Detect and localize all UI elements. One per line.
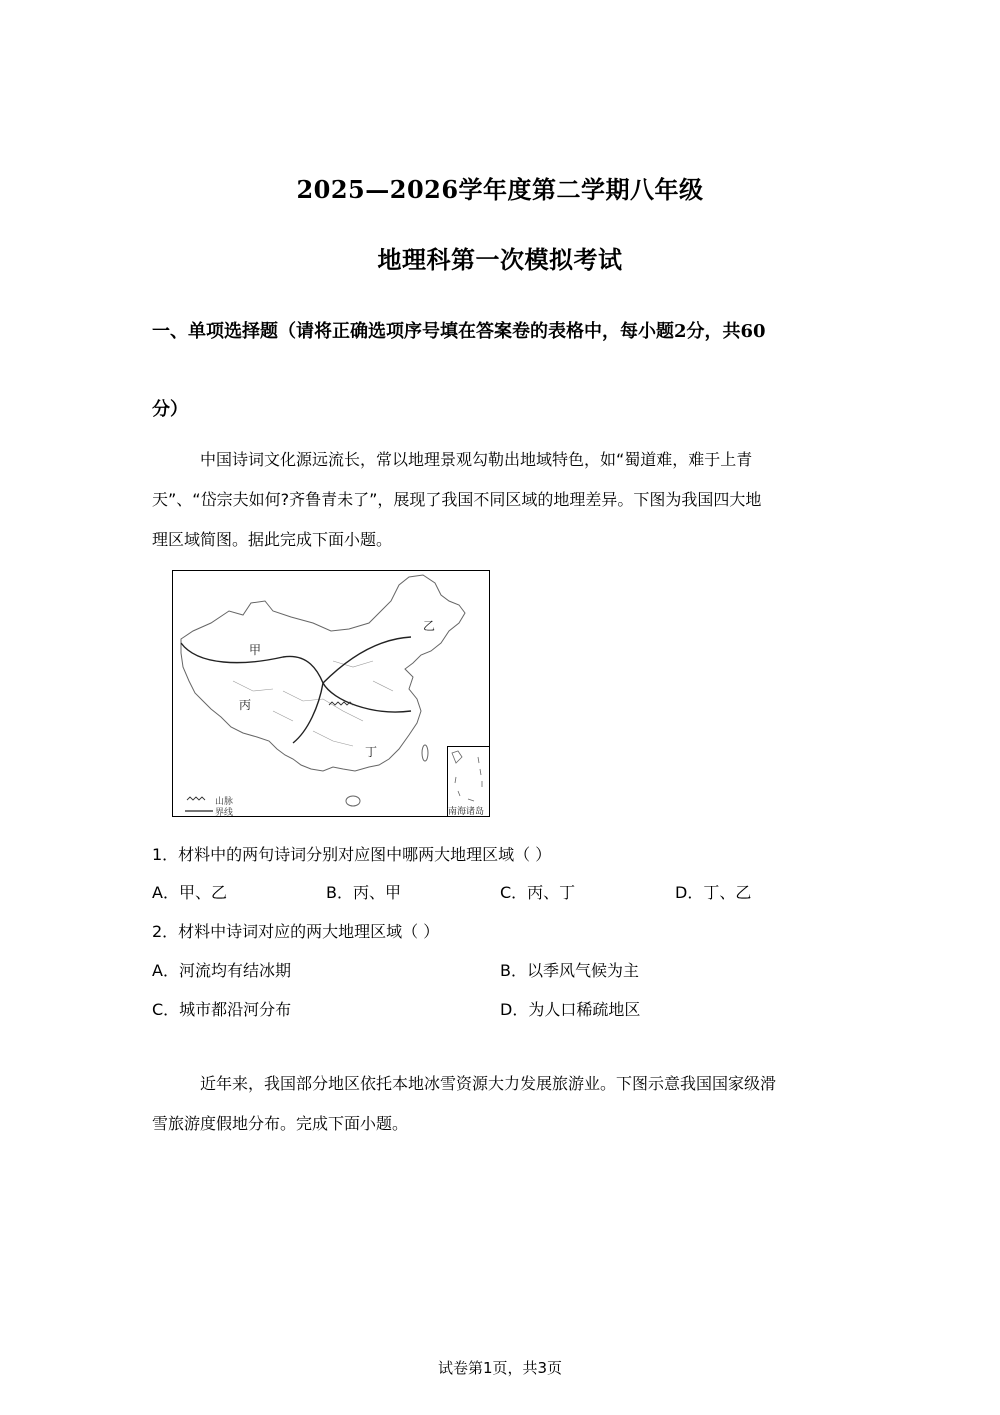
exam-title-line1: 2025—2026学年度第二学期八年级: [296, 175, 704, 204]
region-label-bing: 丙: [239, 698, 252, 712]
region-label-ding: 丁: [365, 745, 378, 759]
inset-label: 南海诸岛: [448, 807, 485, 817]
legend-boundary-label: 界线: [215, 808, 234, 818]
province-lines: [233, 661, 393, 746]
question-2-option-b[interactable]: B．以季风气候为主: [500, 961, 639, 980]
question-1-option-a[interactable]: A．甲、乙: [152, 883, 227, 902]
legend-mountain-label: 山脉: [215, 797, 234, 807]
china-regions-map: [172, 570, 490, 817]
legend-mountain-symbol: [187, 797, 205, 800]
question-2-option-c[interactable]: C．城市都沿河分布: [152, 1000, 292, 1019]
country-outline: [181, 575, 465, 771]
section-heading-line2: 分）: [152, 399, 188, 420]
question-1-option-d[interactable]: D．丁、乙: [675, 883, 752, 902]
region-label-yi: 乙: [423, 619, 436, 633]
question-1-stem: 1．材料中的两句诗词分别对应图中哪两大地理区域（ ）: [152, 845, 552, 864]
material-1-line1: 中国诗词文化源远流长，常以地理景观勾勒出地域特色，如“蜀道难，难于上青: [200, 450, 753, 469]
material-2: [152, 1064, 852, 1144]
exam-title-line2: 地理科第一次模拟考试: [377, 245, 623, 274]
section-heading-line1: 一、单项选择题（请将正确选项序号填在答案卷的表格中，每小题2分，共60: [152, 321, 766, 342]
material-1-line2: 天”、“岱宗夫如何?齐鲁青未了”，展现了我国不同区域的地理差异。下图为我国四大地: [152, 490, 762, 509]
material-1-line3: 理区域简图。据此完成下面小题。: [152, 530, 393, 549]
material-2-line2: 雪旅游度假地分布。完成下面小题。: [152, 1114, 409, 1133]
page-footer: 试卷第1页，共3页: [437, 1359, 563, 1377]
question-2-option-d[interactable]: D．为人口稀疏地区: [500, 1000, 641, 1019]
material-1: [152, 440, 852, 560]
map-drawing: [173, 571, 491, 818]
material-2-line1: 近年来，我国部分地区依托本地冰雪资源大力发展旅游业。下图示意我国国家级滑: [200, 1074, 777, 1093]
question-1-option-b[interactable]: B．丙、甲: [326, 883, 401, 902]
boundary-qinling: [323, 683, 411, 712]
hainan-island: [346, 796, 360, 806]
question-2-stem: 2．材料中诗词对应的两大地理区域（ ）: [152, 922, 440, 941]
region-label-jia: 甲: [249, 643, 262, 657]
question-2-option-a[interactable]: A．河流均有结冰期: [152, 961, 291, 980]
boundary-northeast: [323, 637, 411, 683]
question-1-option-c[interactable]: C．丙、丁: [500, 883, 576, 902]
taiwan-island: [422, 745, 428, 761]
